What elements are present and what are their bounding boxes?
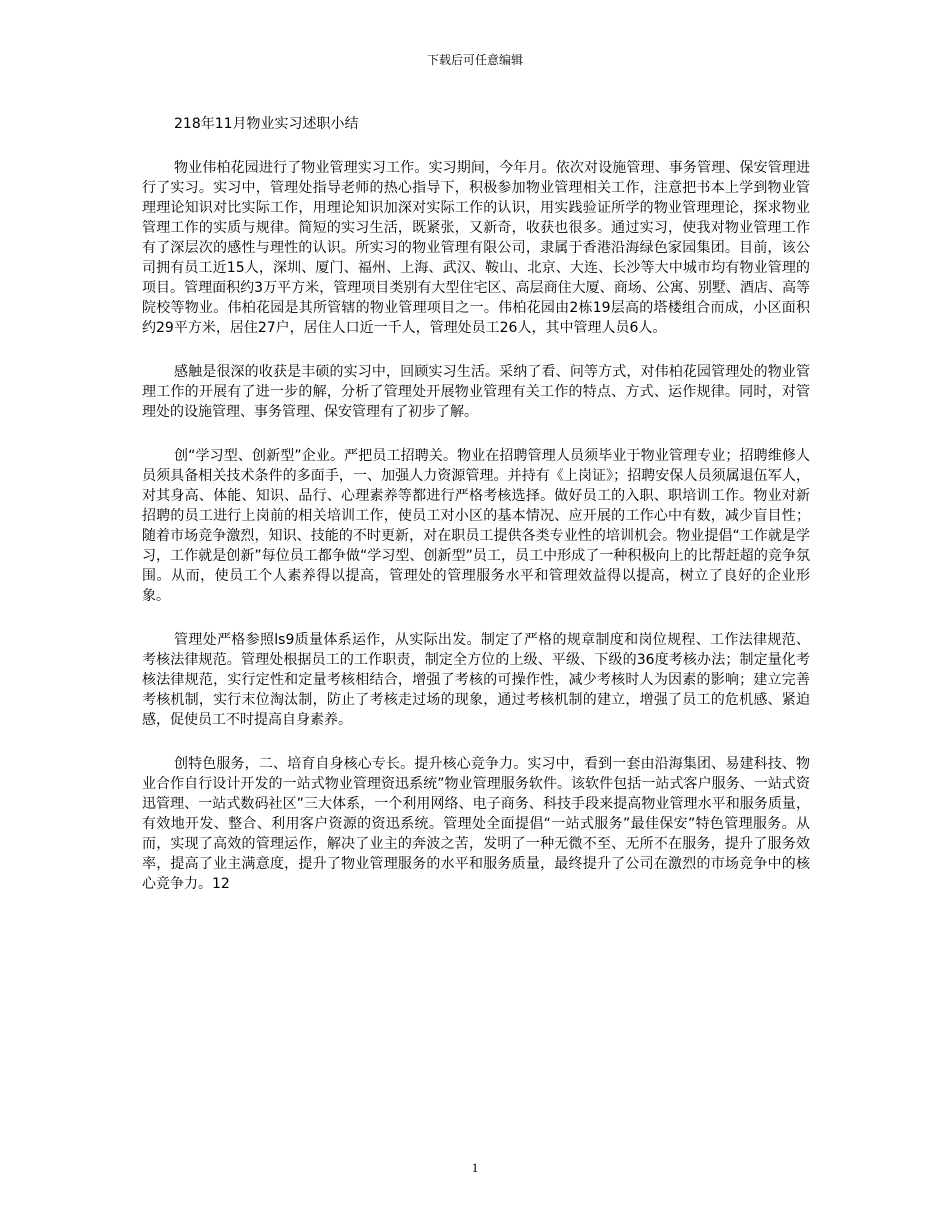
document-title: 218年11月物业实习述职小结 [174, 116, 359, 132]
document-body [142, 114, 810, 918]
page-number: 1 [471, 1160, 479, 1175]
paragraph-quality-system: 管理处严格参照ls9质量体系运作，从实际出发。制定了严格的规章制度和岗位规程、工作法律规范、考核法律规范。管理处根据员工的工作职责，制定全方位的上级、平级、下级的36度考核办法；制定量化考核法律规范，实行定性和定量考核相结合，增强了考核的可操作性，减少考核时人为因素的影响；建立完善考核机制，实行末位淘汰制，防止了考核走过场的现象，通过考核机制的建立，增强了员工的危机感、紧迫感，促使员工不时提高自身素养。 [142, 632, 810, 728]
paragraph-core-competence: 创特色服务，二、培育自身核心专长。提升核心竞争力。实习中，看到一套由沿海集团、易建科技、物业合作自行设计开发的一站式物业管理资迅系统”物业管理服务软件。该软件包括一站式客户服务、一站式资迅管理、一站式数码社区”三大体系，一个利用网络、电子商务、科技手段来提高物业管理水平和服务质量，有效地开发、整合、利用客户资源的资迅系统。管理处全面提倡“一站式服务”最佳保安”特色管理服务。从而，实现了高效的管理运作，解决了业主的奔波之苦，发明了一种无微不至、无所不在服务，提升了服务效率，提高了业主满意度，提升了物业管理服务的水平和服务质量，最终提升了公司在激烈的市场竞争中的核心竞争力。12 [142, 756, 810, 892]
paragraph-hr-management: 创“学习型、创新型”企业。严把员工招聘关。物业在招聘管理人员须毕业于物业管理专业；招聘维修人员须具备相关技术条件的多面手，一、加强人力资源管理。并持有《上岗证》；招聘安保人员须属退伍军人，对其身高、体能、知识、品行、心理素养等都进行严格考核选择。做好员工的入职、职培训工作。物业对新招聘的员工进行上岗前的相关培训工作，使员工对小区的基本情况、应开展的工作心中有数，减少盲目性；随着市场竞争激烈，知识、技能的不时更新，对在职员工提供各类专业性的培训机会。物业提倡“工作就是学习，工作就是创新”每位员工都争做“学习型、创新型”员工，员工中形成了一种积极向上的比帮赶超的竞争氛围。从而，使员工个人素养得以提高，管理处的管理服务水平和管理效益得以提高，树立了良好的企业形象。 [142, 448, 810, 604]
paragraph-impressions: 感触是很深的收获是丰硕的实习中，回顾实习生活。采纳了看、问等方式，对伟柏花园管理处的物业管理工作的开展有了进一步的解，分析了管理处开展物业管理有关工作的特点、方式、运作规律。同时，对管理处的设施管理、事务管理、保安管理有了初步了解。 [142, 364, 810, 420]
paragraph-internship-overview: 物业伟柏花园进行了物业管理实习工作。实习期间，今年月。依次对设施管理、事务管理、保安管理进行了实习。实习中，管理处指导老师的热心指导下，积极参加物业管理相关工作，注意把书本上学到物业管理理论知识对比实际工作，用理论知识加深对实际工作的认识，用实践验证所学的物业管理理论，探求物业管理工作的实质与规律。简短的实习生活，既紧张，又新奇，收获也很多。通过实习，使我对物业管理工作有了深层次的感性与理性的认识。所实习的物业管理有限公司，隶属于香港沿海绿色家园集团。目前，该公司拥有员工近15人，深圳、厦门、福州、上海、武汉、鞍山、北京、大连、长沙等大中城市均有物业管理的项目。管理面积约3万平方米，管理项目类别有大型住宅区、高层商住大厦、商场、公寓、别墅、酒店、高等院校等物业。伟柏花园是其所管辖的物业管理项目之一。伟柏花园由2栋19层高的塔楼组合而成，小区面积约29平方米，居住27户，居住人口近一千人，管理处员工26人，其中管理人员6人。 [142, 160, 810, 336]
page-header-note: 下载后可任意编辑 [426, 53, 523, 67]
